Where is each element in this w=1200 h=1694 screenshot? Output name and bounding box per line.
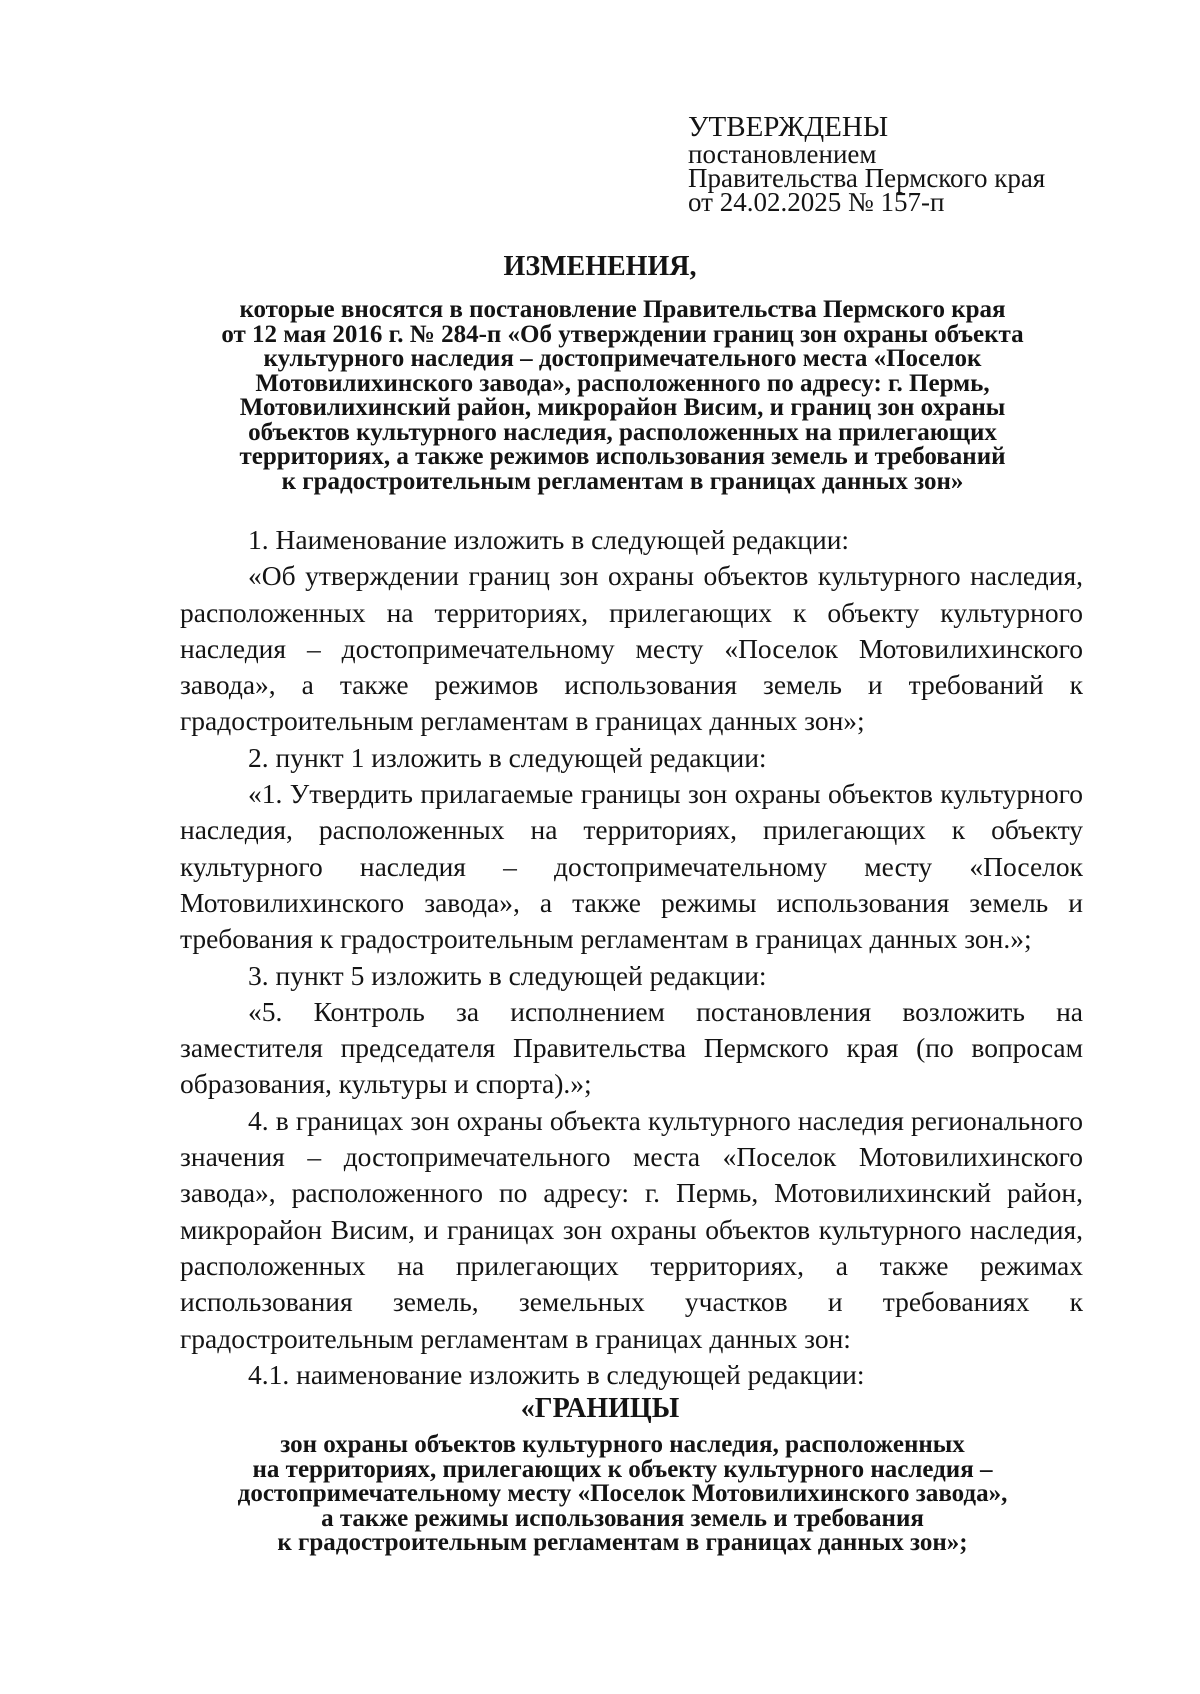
document-title: ИЗМЕНЕНИЯ, bbox=[503, 251, 697, 282]
section-subtitle-line: на территориях, прилегающих к объекту культурного наследия – bbox=[252, 1455, 993, 1483]
subtitle-line: к градостроительным регламентам в границах данных зон» bbox=[281, 467, 964, 495]
paragraph: 1. Наименование изложить в следующей редакции: bbox=[248, 524, 850, 555]
subtitle-line: территориях, а также режимов использования земель и требований bbox=[239, 443, 1006, 470]
section-title: «ГРАНИЦЫ bbox=[520, 1393, 680, 1424]
approval-line: Правительства Пермского края bbox=[688, 163, 1046, 193]
paragraph: «Об утверждении границ зон охраны объектов культурного наследия, расположенных на территориях, прилегающих к объекту культурного наследия – достопримечательному месту «Поселок Мотовилихинского завода», а также режимов использования земель и требований к градостроительным регламентам в границах данных зон»; bbox=[180, 560, 1083, 737]
paragraph: 2. пункт 1 изложить в следующей редакции: bbox=[248, 741, 767, 773]
paragraph: «1. Утвердить прилагаемые границы зон охраны объектов культурного наследия, расположенных на территориях, прилегающих к объекту культурного наследия – достопримечательному месту «Поселок Мотовилихинского завода», а также режимы использования земель и требования к градостроительным регламентам в границах данных зон.»; bbox=[180, 778, 1083, 955]
section-subtitle-line: зон охраны объектов культурного наследия, расположенных bbox=[280, 1431, 965, 1458]
paragraph: 4.1. наименование изложить в следующей редакции: bbox=[248, 1358, 865, 1390]
subtitle-line: которые вносятся в постановление Правительства Пермского края bbox=[239, 296, 1006, 323]
approval-date-number: от 24.02.2025 № 157-п bbox=[688, 187, 945, 217]
section-subtitle-line: достопримечательному месту «Поселок Мотовилихинского завода», bbox=[237, 1480, 1008, 1507]
subtitle-line: культурного наследия – достопримечательного места «Поселок bbox=[263, 345, 982, 372]
subtitle-line: Мотовилихинский район, микрорайон Висим, и границ зон охраны bbox=[239, 394, 1006, 421]
approval-title: УТВЕРЖДЕНЫ bbox=[688, 111, 889, 143]
document-subtitle bbox=[165, 298, 1080, 494]
approval-line: постановлением bbox=[688, 139, 877, 169]
subtitle-line: от 12 мая 2016 г. № 284-п «Об утверждении границ зон охраны объекта bbox=[221, 320, 1024, 348]
section-subtitle bbox=[165, 1433, 1080, 1556]
section-subtitle-line: а также режимы использования земель и требования bbox=[321, 1504, 924, 1532]
subtitle-line: объектов культурного наследия, расположенных на прилегающих bbox=[248, 418, 997, 446]
document-body bbox=[180, 522, 1083, 1393]
paragraph: «5. Контроль за исполнением постановления возложить на заместителя председателя Правительства Пермского края (по вопросам образования, культуры и спорта).»; bbox=[180, 995, 1083, 1100]
approval-stamp bbox=[688, 111, 1168, 217]
paragraph: 4. в границах зон охраны объекта культурного наследия регионального значения – достопримечательного места «Поселок Мотовилихинского завода», расположенного по адресу: г. Пермь, Мотовилихинский район, микрорайон Висим, и границах зон охраны объектов культурного наследия, расположенных на прилегающих территориях, а также режимах использования земель, земельных участков и требованиях к градостроительным регламентам в границах данных зон: bbox=[180, 1104, 1083, 1354]
subtitle-line: Мотовилихинского завода», расположенного по адресу: г. Пермь, bbox=[255, 369, 990, 397]
section-subtitle-line: к градостроительным регламентам в границах данных зон»; bbox=[277, 1529, 968, 1556]
paragraph: 3. пункт 5 изложить в следующей редакции: bbox=[248, 959, 767, 991]
